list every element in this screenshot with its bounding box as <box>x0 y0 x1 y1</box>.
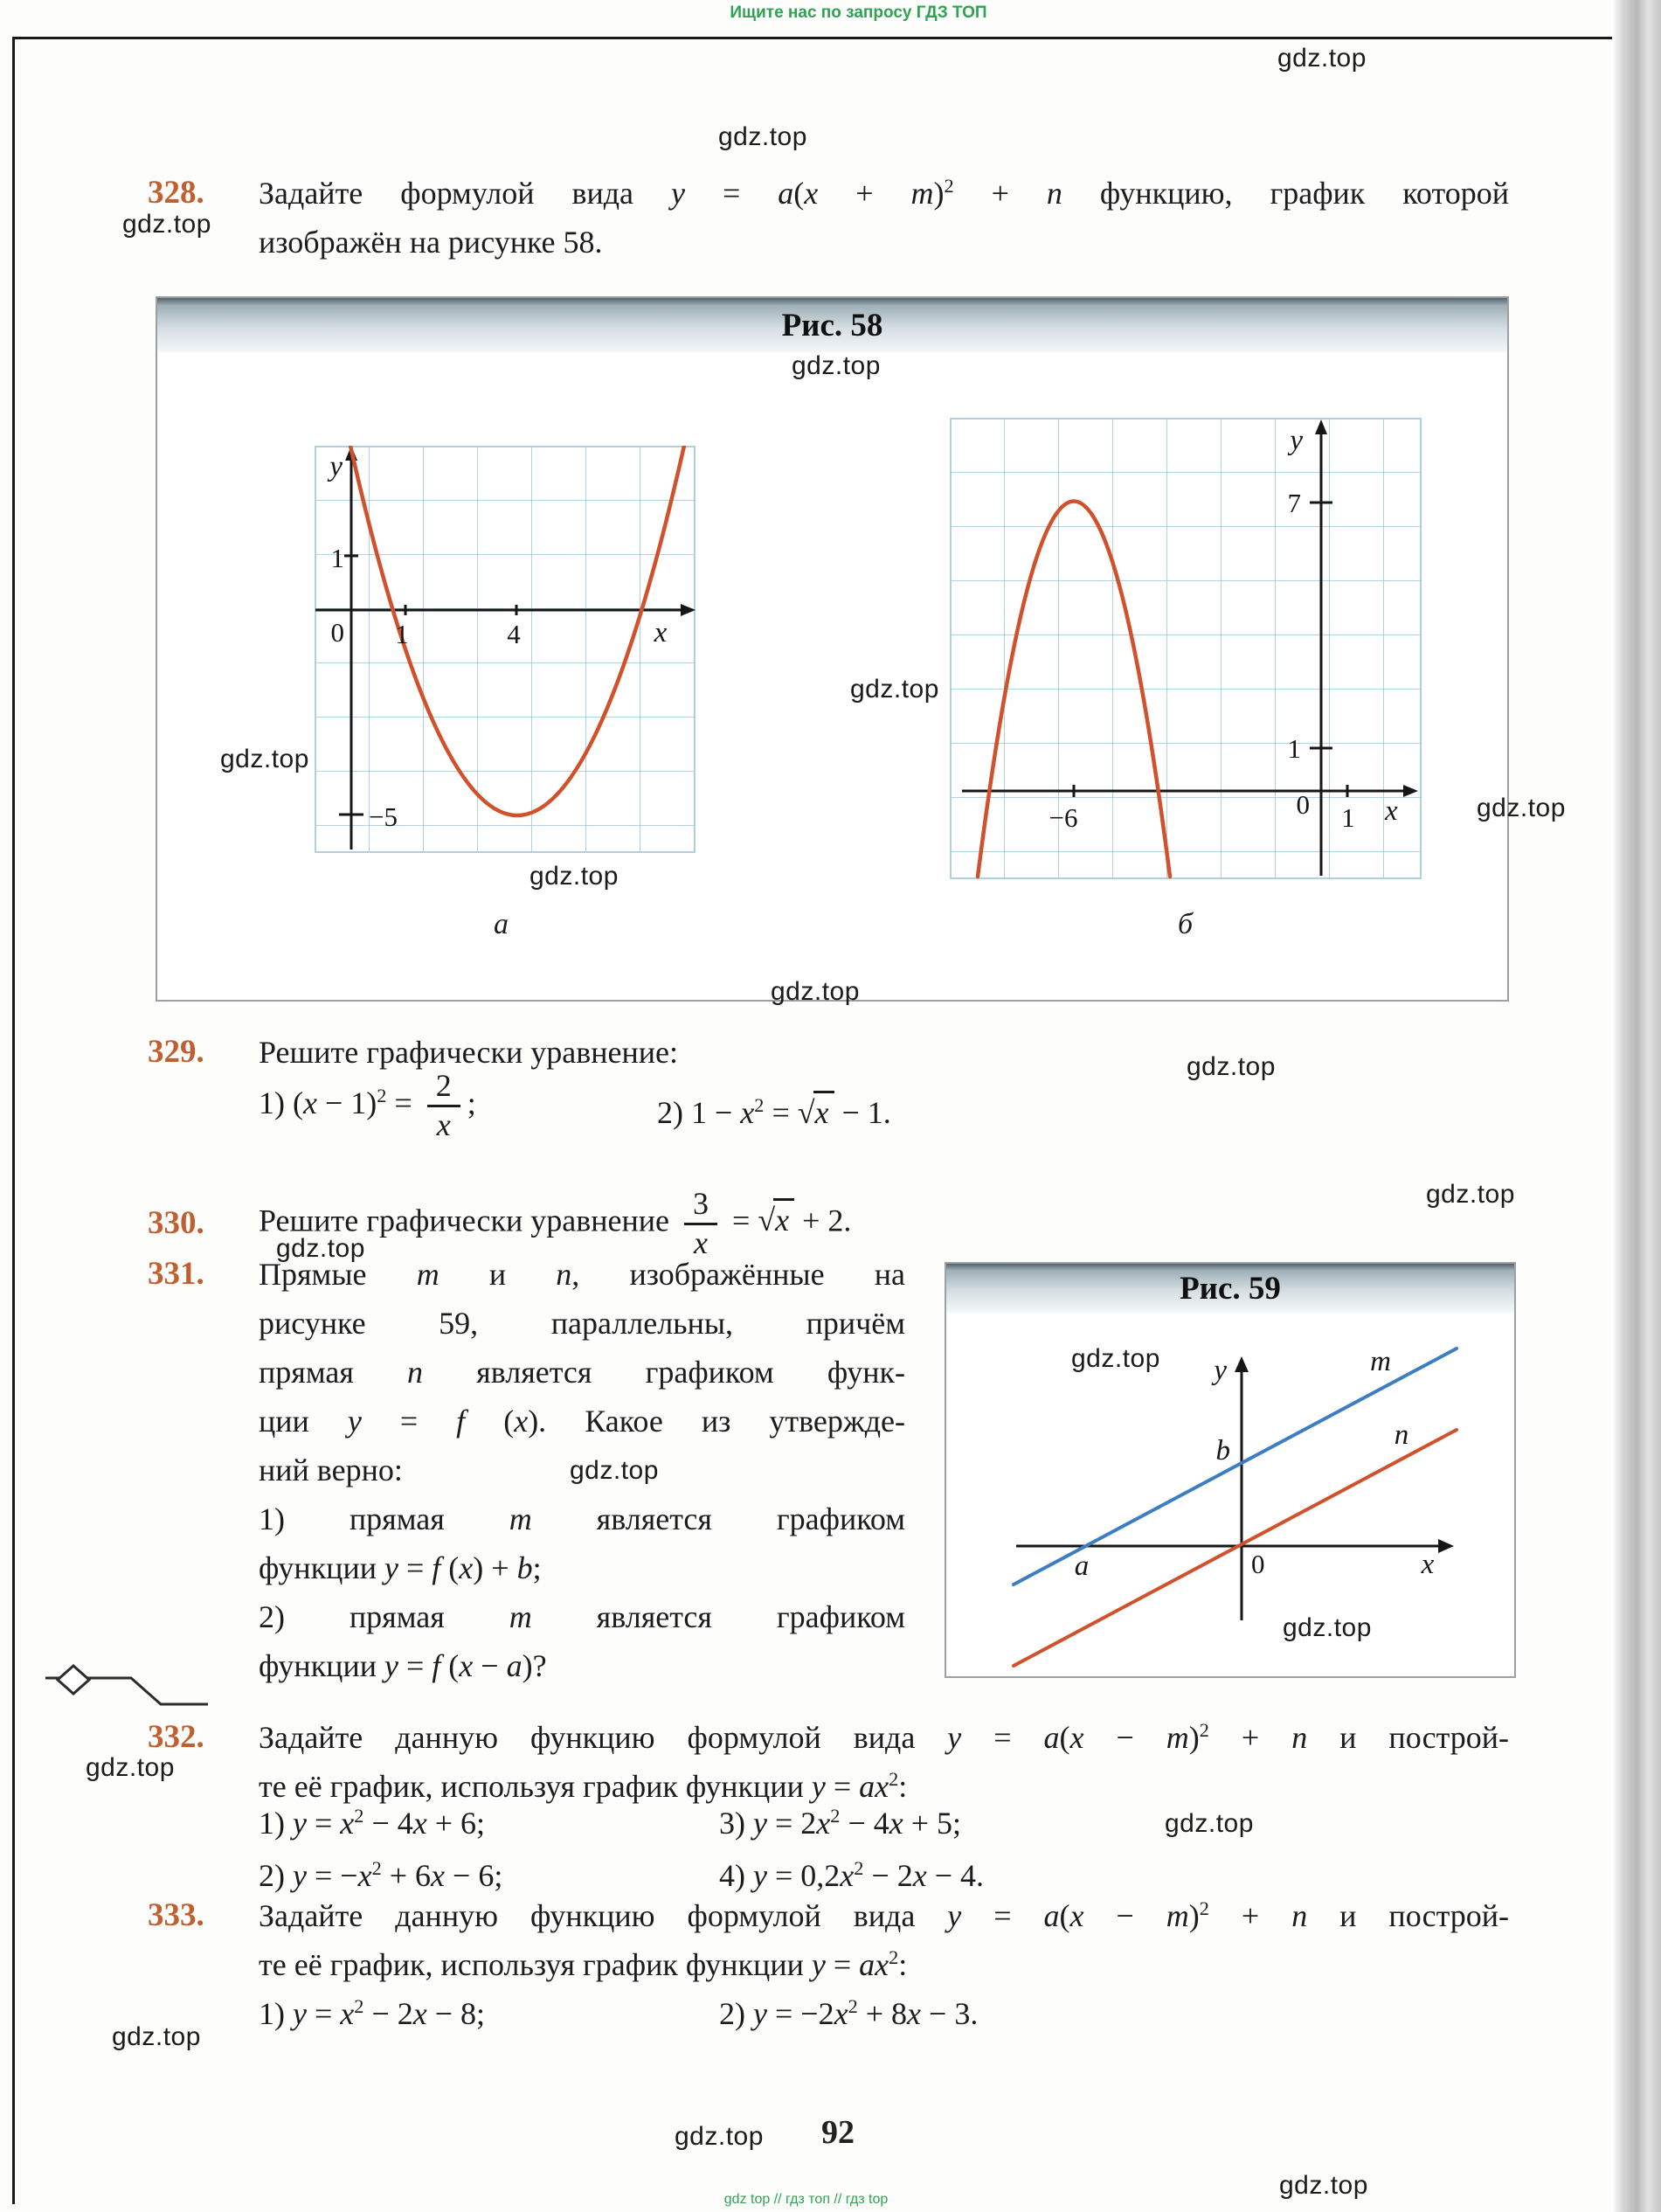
figure-58-caption-a: а <box>494 908 509 940</box>
text-line: Решите графически уравнение: <box>259 1035 679 1070</box>
watermark: gdz.top <box>122 210 211 239</box>
watermark: gdz.top <box>1165 1809 1254 1838</box>
text-line: Задайте данную функцию формулой вида $y = a(x - m)^2 + n$ и построй- <box>259 1897 1509 1933</box>
problem-328-text <box>259 169 1509 267</box>
watermark: gdz.top <box>1426 1180 1515 1209</box>
graph-parallel-lines <box>951 1313 1512 1675</box>
watermark: gdz.top <box>1071 1344 1160 1373</box>
watermark: gdz.top <box>1187 1052 1276 1081</box>
watermark: gdz.top <box>276 1234 365 1263</box>
axis-label-x: x <box>654 617 668 648</box>
x-axis-arrow <box>1438 1539 1454 1553</box>
problem-333-number: 333. <box>148 1897 204 1933</box>
watermark: gdz.top <box>220 745 309 773</box>
tick-label-1x: 1 <box>395 619 409 649</box>
watermark: gdz.top <box>850 675 939 704</box>
problem-332-number: 332. <box>148 1719 204 1755</box>
figure-58-header <box>157 298 1507 352</box>
equation-item: 1) $y = x^2 - 4x + 6$; <box>259 1805 486 1841</box>
watermark: gdz.top <box>771 977 860 1006</box>
y-axis-arrow <box>1235 1356 1249 1372</box>
problem-329-item-2 <box>657 1091 891 1131</box>
problem-333-items <box>259 1989 1342 2038</box>
watermark: gdz.top <box>112 2022 201 2051</box>
graph-b <box>950 418 1422 879</box>
line-label-m: m <box>1370 1346 1391 1377</box>
point-label-b: b <box>1215 1435 1230 1467</box>
equation-item: 2) $y = -x^2 + 6x - 6$; <box>259 1857 503 1893</box>
footer-links: gdz top // гдз топ // гдз top <box>723 2192 889 2207</box>
equation-item: 3) $y = 2x^2 - 4x + 5$; <box>719 1805 962 1841</box>
equation: 2) $1 - x^2 = √x - 1$. <box>657 1095 891 1130</box>
equation: 1) $(x - 1)^2$ = $\frac{2}{x}$ ; <box>259 1068 476 1142</box>
watermark: gdz.top <box>1277 44 1367 73</box>
problem-332-text <box>259 1713 1509 1811</box>
page-edge-shadow <box>1612 0 1661 2212</box>
point-label-a: a <box>1074 1550 1090 1582</box>
scan-frame-top <box>12 37 1615 39</box>
watermark: gdz.top <box>792 351 881 380</box>
margin-ornament <box>44 1662 210 1718</box>
text-line: те её график, используя график функции $y = ax^2$: <box>259 1946 908 1982</box>
equation-item: 2) $y = -2x^2 + 8x - 3$. <box>719 1995 979 2031</box>
axis-label-y: y <box>1214 1355 1227 1386</box>
problem-333-text <box>259 1891 1509 1989</box>
figure-59-header <box>946 1264 1514 1313</box>
watermark: gdz.top <box>1283 1613 1372 1642</box>
tick-label-0: 0 <box>1296 789 1310 820</box>
text-line: Задайте формулой вида $y = a(x + m)^2 + n$ функцию, график которой <box>259 175 1509 211</box>
problem-331-number: 331. <box>148 1256 204 1292</box>
text-line: Прямые m и n, изображённые на <box>259 1257 905 1292</box>
text-line: рисунке 59, параллельны, причём <box>259 1306 905 1341</box>
tick-label-7: 7 <box>1287 488 1301 518</box>
watermark: gdz.top <box>1477 794 1566 822</box>
tick-label-1y: 1 <box>330 543 344 573</box>
tick-label-4: 4 <box>507 619 521 649</box>
tick-label-minus5: −5 <box>369 801 398 832</box>
equation: Решите графически уравнение $\frac{3}{x}$ = √x + 2. <box>259 1185 852 1260</box>
text-line: 1) прямая m является графиком <box>259 1501 905 1536</box>
tick-label-1x: 1 <box>1341 802 1355 833</box>
problem-330-number: 330. <box>148 1205 204 1241</box>
figure-59-title: Рис. 59 <box>1180 1270 1281 1307</box>
tick-label-1y: 1 <box>1287 733 1301 764</box>
tick-label-minus6: −6 <box>1049 802 1078 833</box>
promo-banner: Ищите нас по запросу ГДЗ ТОП <box>730 3 987 22</box>
line-label-n: n <box>1394 1419 1409 1451</box>
watermark: gdz.top <box>529 862 619 891</box>
origin-label: 0 <box>1251 1549 1265 1579</box>
page-number: 92 <box>821 2114 855 2151</box>
tick-label-0: 0 <box>330 617 344 648</box>
axis-label-x: x <box>1385 795 1398 827</box>
equation-item: 1) $y = x^2 - 2x - 8$; <box>259 1995 486 2031</box>
text-line: функции y = f (x) + b; <box>259 1550 542 1585</box>
watermark: gdz.top <box>1279 2171 1368 2200</box>
watermark: gdz.top <box>675 2122 764 2151</box>
figure-58-title: Рис. 58 <box>781 307 883 343</box>
figure-59 <box>945 1262 1516 1678</box>
diamond-ornament <box>58 1666 89 1694</box>
problem-329-number: 329. <box>148 1034 204 1070</box>
axis-label-y: y <box>1290 425 1303 456</box>
graph-a <box>315 446 696 853</box>
axis-label-y: y <box>329 451 343 482</box>
text-line: 2) прямая m является графиком <box>259 1599 905 1634</box>
watermark: gdz.top <box>718 122 807 151</box>
watermark: gdz.top <box>86 1753 175 1782</box>
figure-58-caption-b: б <box>1178 908 1194 940</box>
grid <box>315 447 695 852</box>
axis-label-x: x <box>1421 1549 1435 1580</box>
text-line: изображён на рисунке 58. <box>259 225 603 260</box>
problem-329-item-1 <box>259 1070 476 1142</box>
text-line: ции y = f (x). Какое из утвержде- <box>259 1404 905 1439</box>
text-line: Задайте данную функцию формулой вида $y = a(x - m)^2 + n$ и построй- <box>259 1719 1509 1755</box>
text-line: ний верно: <box>259 1453 403 1487</box>
text-line: функции y = f (x − a)? <box>259 1648 547 1683</box>
scan-frame-left <box>12 37 15 2204</box>
text-line: прямая n является графиком функ- <box>259 1355 905 1390</box>
figure-58 <box>156 296 1509 1002</box>
equation-item: 4) $y = 0,2x^2 - 2x - 4$. <box>719 1857 985 1893</box>
problem-328-number: 328. <box>148 175 204 211</box>
watermark: gdz.top <box>570 1456 659 1485</box>
text-line: те её график, используя график функции $y = ax^2$: <box>259 1768 908 1804</box>
